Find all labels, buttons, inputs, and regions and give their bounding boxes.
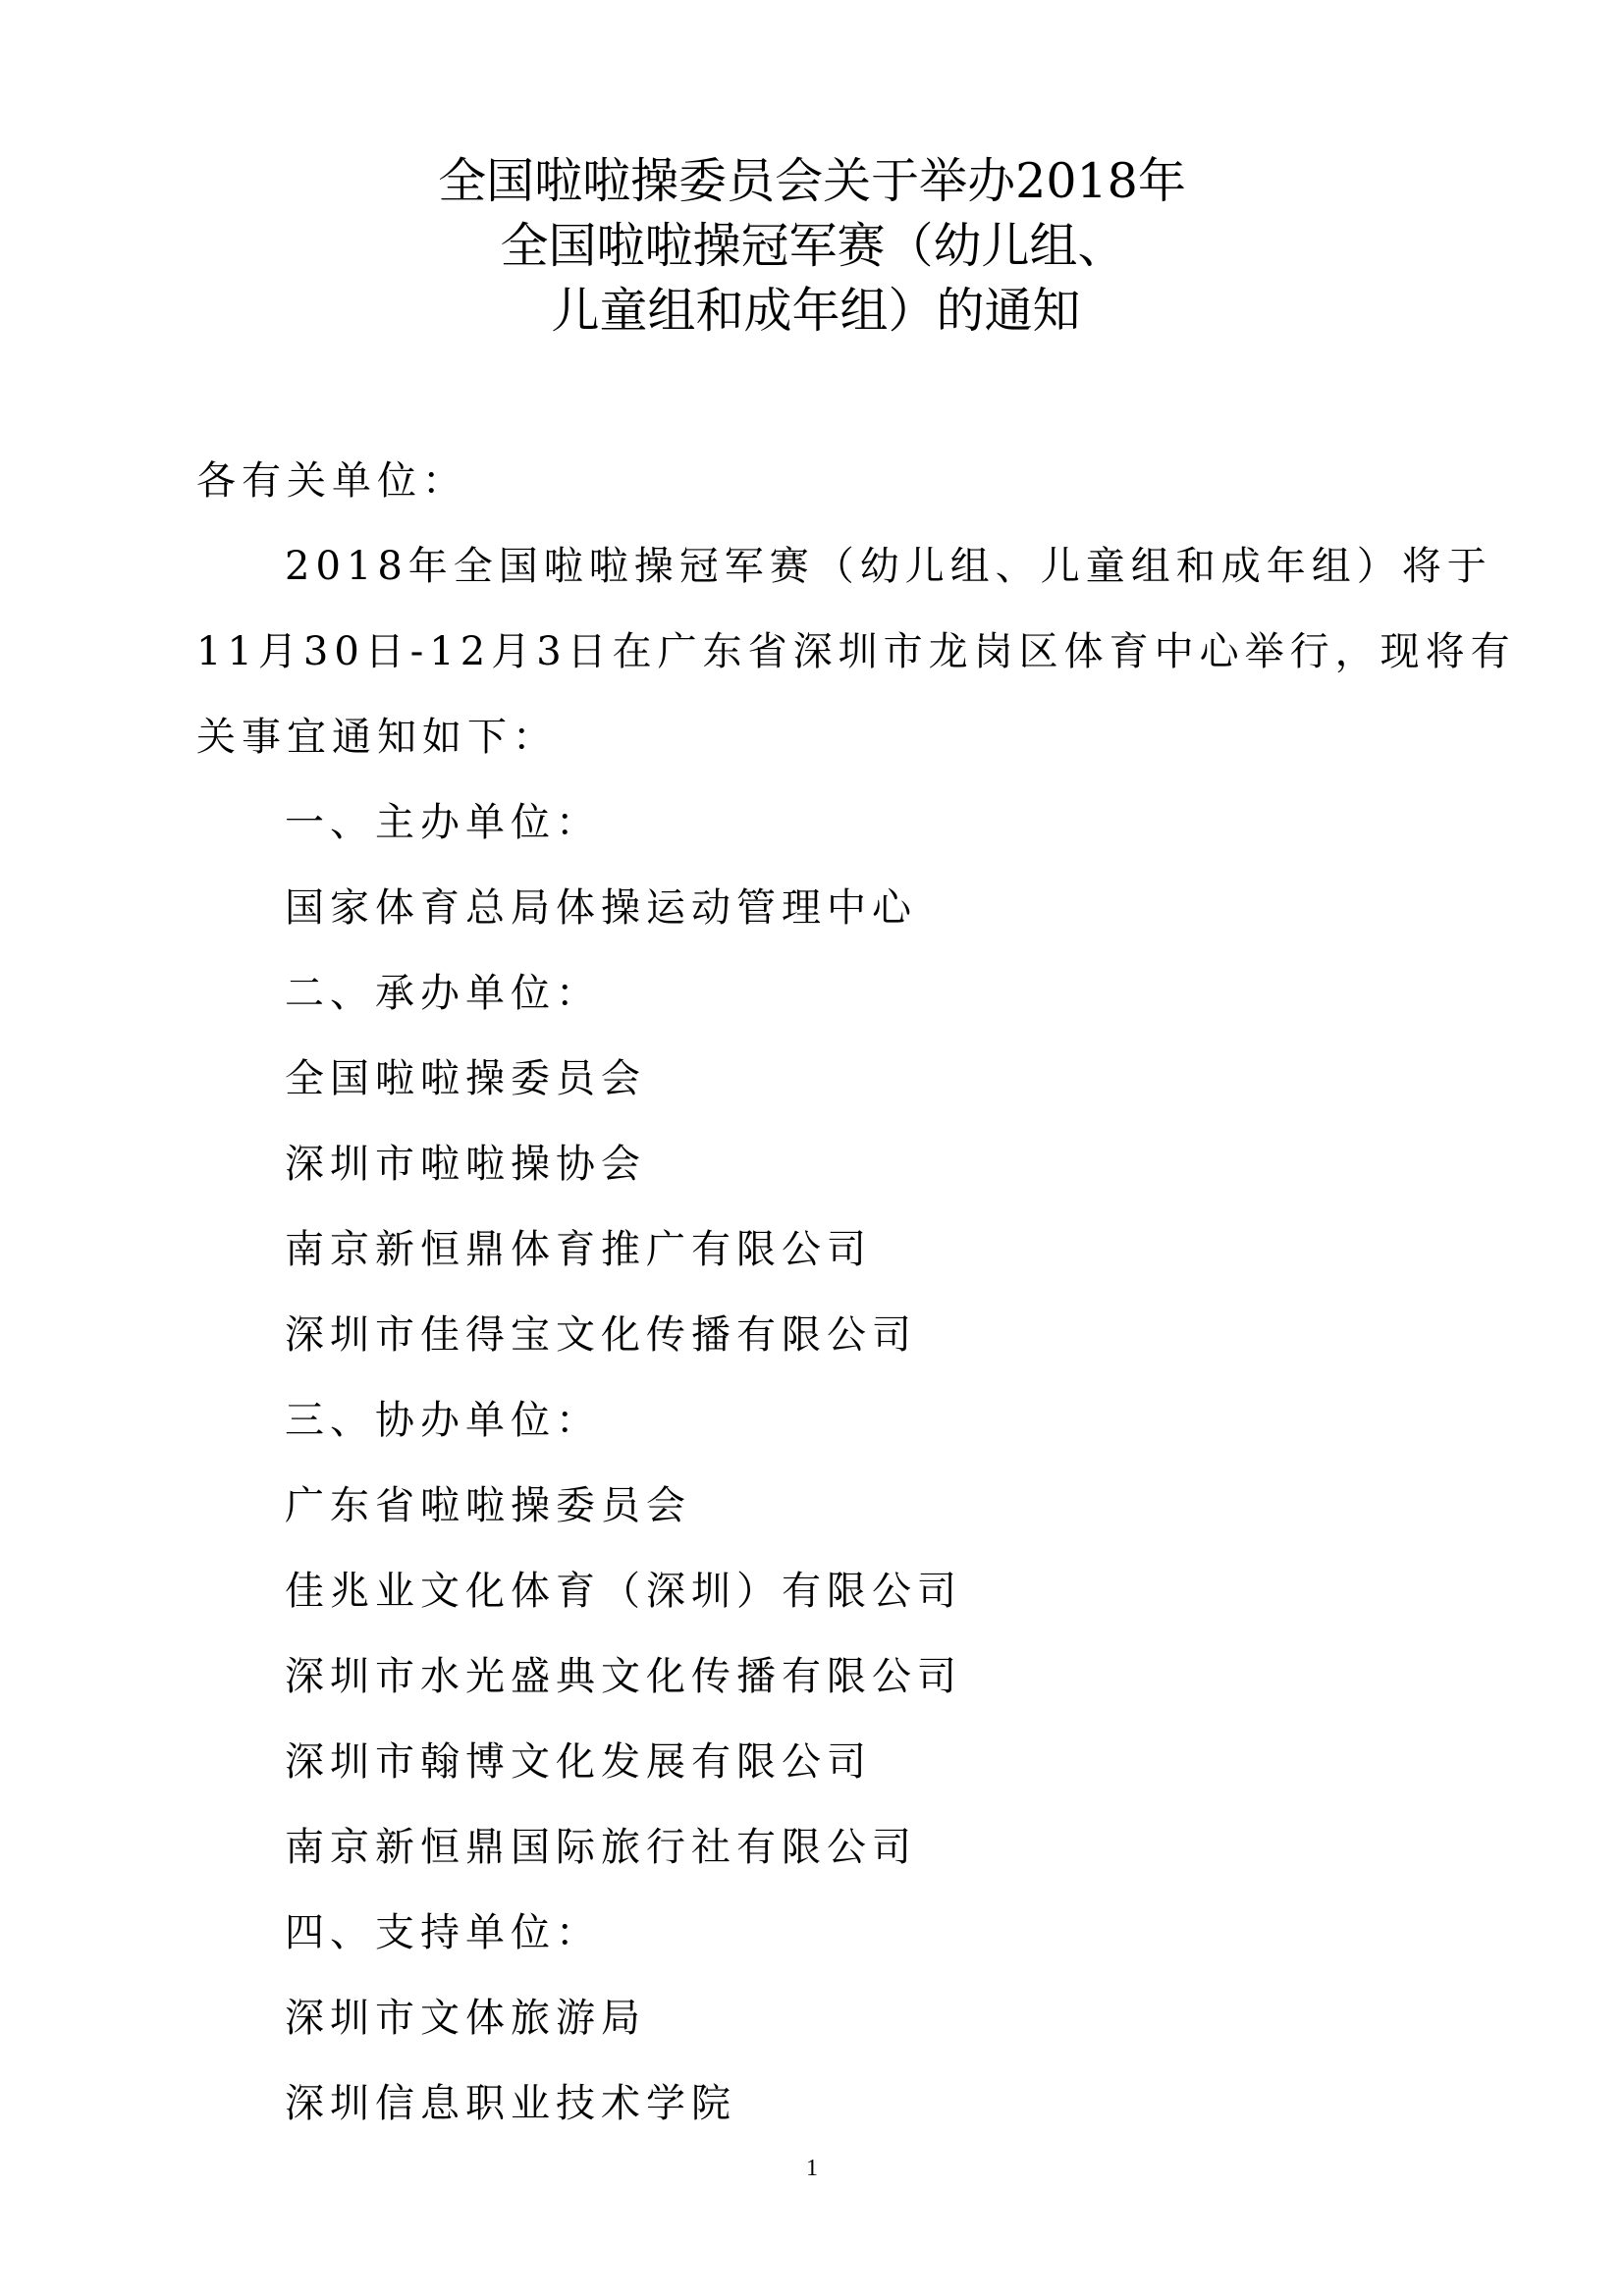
- co-organizer-item: 佳兆业文化体育（深圳）有限公司: [285, 1569, 962, 1614]
- intro-line: 2018年全国啦啦操冠军赛（幼儿组、儿童组和成年组）将于: [285, 544, 1492, 589]
- host-item: 全国啦啦操委员会: [285, 1056, 646, 1101]
- host-item: 深圳市佳得宝文化传播有限公司: [285, 1312, 917, 1358]
- salutation: 各有关单位：: [196, 458, 467, 504]
- section-heading-co-organizer: 三、协办单位：: [285, 1398, 601, 1443]
- host-item: 南京新恒鼎体育推广有限公司: [285, 1227, 872, 1272]
- supporter-item: 深圳信息职业技术学院: [285, 2081, 736, 2126]
- co-organizer-item: 深圳市翰博文化发展有限公司: [285, 1739, 872, 1785]
- supporter-item: 深圳市文体旅游局: [285, 1996, 646, 2041]
- intro-line: 11月30日-12月3日在广东省深圳市龙岗区体育中心举行，现将有: [196, 629, 1516, 674]
- page-number: 1: [806, 2156, 818, 2181]
- title-line: 全国啦啦操冠军赛（幼儿组、: [500, 218, 1126, 274]
- co-organizer-item: 深圳市水光盛典文化传播有限公司: [285, 1654, 962, 1699]
- intro-line: 关事宜通知如下：: [196, 715, 558, 760]
- title-line: 全国啦啦操委员会关于举办2018年: [438, 153, 1186, 209]
- host-item: 深圳市啦啦操协会: [285, 1142, 646, 1187]
- title-line: 儿童组和成年组）的通知: [551, 283, 1081, 339]
- co-organizer-item: 广东省啦啦操委员会: [285, 1483, 691, 1528]
- section-heading-host: 二、承办单位：: [285, 971, 601, 1016]
- organizer-item: 国家体育总局体操运动管理中心: [285, 885, 917, 931]
- document-title: [0, 149, 1624, 344]
- co-organizer-item: 南京新恒鼎国际旅行社有限公司: [285, 1825, 917, 1870]
- section-heading-organizer: 一、主办单位：: [285, 800, 601, 845]
- section-heading-supporter: 四、支持单位：: [285, 1910, 601, 1955]
